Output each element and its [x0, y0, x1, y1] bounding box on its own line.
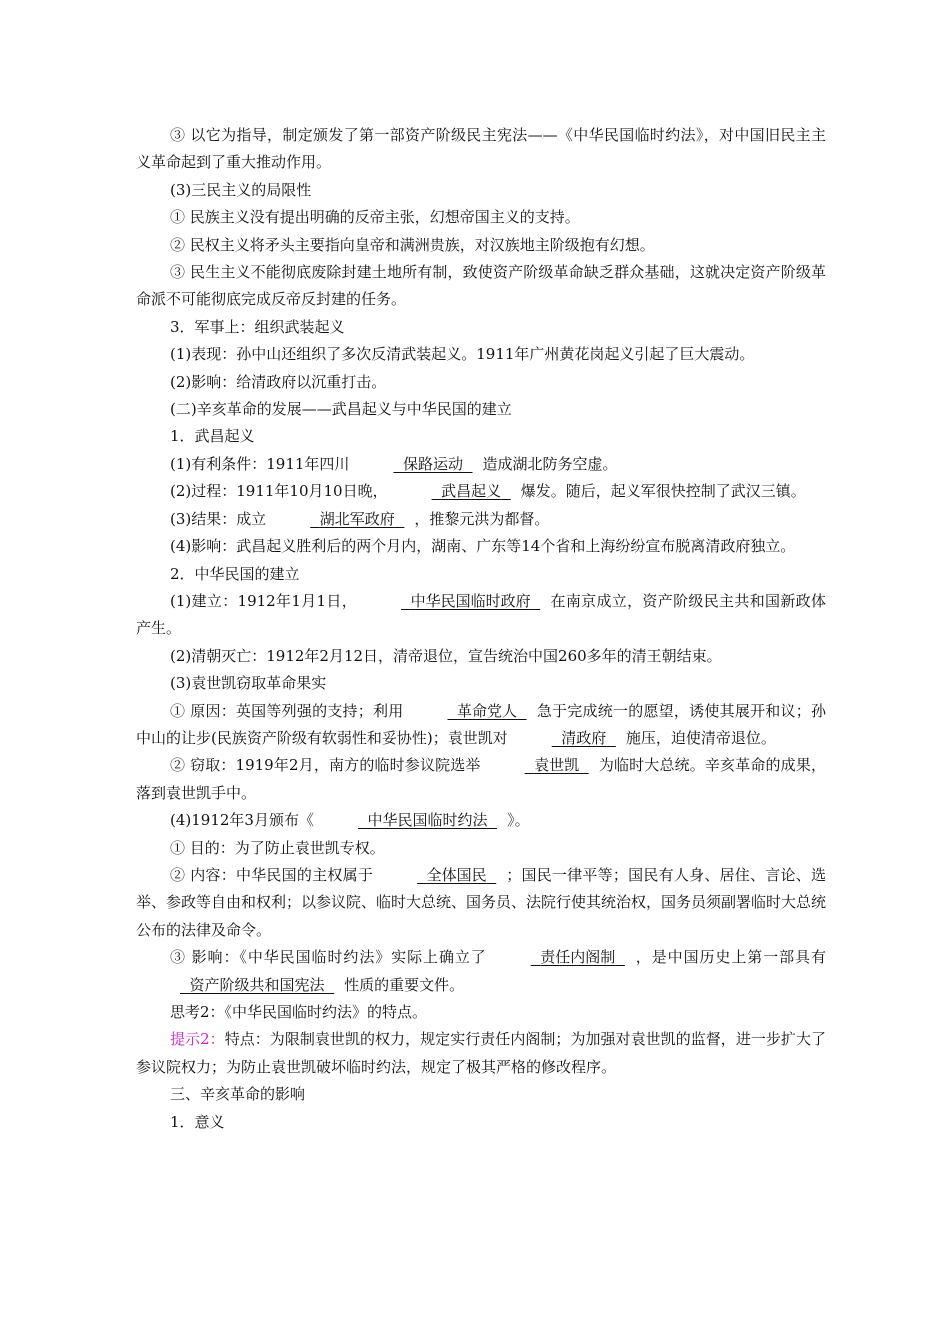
- heading-significance: 1．意义: [170, 1112, 225, 1131]
- fill-blank-answer: 全体国民: [426, 865, 487, 884]
- hint-label: 提示2：: [170, 1030, 225, 1049]
- fill-blank-answer: 资产阶级共和国宪法: [189, 975, 325, 994]
- document-body: [136, 122, 826, 1136]
- heading-wuchang-uprising: 1．武昌起义: [170, 427, 255, 446]
- paragraph-constitution-content: ② 内容：中华民国的主权属于 全体国民 ；国民一律平等；国民有人身、居住、言论、选举、参政等自由和权利；以参议院、临时大总统、国务员、法院行使其统治权，国务员须副署临时大总统公布的法律及命令。: [136, 862, 826, 944]
- fill-blank-answer: 中华民国临时约法: [367, 811, 488, 830]
- paragraph-provisional-constitution: (4)1912年3月颁布《 中华民国临时约法 》。: [136, 807, 826, 834]
- fill-blank-answer: 袁世凯: [534, 756, 580, 775]
- paragraph-uprising-result: (3)结果：成立 湖北军政府 ，推黎元洪为都督。: [136, 506, 826, 533]
- heading-revolution-development: (二)辛亥革命的发展——武昌起义与中华民国的建立: [170, 400, 512, 419]
- paragraph-think-question: 思考2：《中华民国临时约法》的特点。: [170, 1003, 428, 1021]
- paragraph-military-impact: (2)影响：给清政府以沉重打击。: [170, 372, 387, 391]
- paragraph-usurpation-process: ② 窃取：1919年2月，南方的临时参议院选举 袁世凯 为临时大总统。辛亥革命的成果，落到袁世凯手中。: [136, 752, 826, 807]
- heading-roc-founding: 2．中华民国的建立: [170, 564, 300, 583]
- paragraph-qing-fall: (2)清朝灭亡：1912年2月12日，清帝退位，宣告统治中国260多年的清王朝结束。: [170, 646, 722, 665]
- heading-three-principles-limits: (3)三民主义的局限性: [170, 180, 312, 199]
- fill-blank-answer: 中华民国临时政府: [410, 591, 531, 610]
- fill-blank-answer: 武昌起义: [441, 482, 502, 501]
- paragraph-livelihood-limit: ③ 民生主义不能彻底废除封建土地所有制，致使资产阶级革命缺乏群众基础，这就决定资产阶级革命派不可能彻底完成反帝反封建的任务。: [136, 263, 826, 309]
- paragraph-nationalism-limit: ① 民族主义没有提出明确的反帝主张，幻想帝国主义的支持。: [170, 208, 580, 227]
- paragraph-constitution-purpose: ① 目的：为了防止袁世凯专权。: [170, 838, 385, 857]
- fill-blank-answer: 责任内阁制: [540, 948, 616, 967]
- fill-blank-answer: 湖北军政府: [319, 509, 395, 528]
- paragraph-constitution-influence: ③ 影响：《中华民国临时约法》实际上确立了 责任内阁制 ，是中国历史上第一部具有资产阶级共和国宪法 性质的重要文件。: [136, 944, 826, 999]
- paragraph-hint: 提示2：特点：为限制袁世凯的权力，规定实行责任内阁制；为加强对袁世凯的监督，进一步扩大了参议院权力；为防止袁世凯破坏临时约法，规定了极其严格的修改程序。: [136, 1030, 826, 1076]
- heading-yuan-usurpation: (3)袁世凯窃取革命果实: [170, 674, 327, 693]
- paragraph-uprising-process: (2)过程：1911年10月10日晚， 武昌起义 爆发。随后，起义军很快控制了武汉三镇。: [136, 478, 826, 505]
- heading-revolution-influence: 三、辛亥革命的影响: [170, 1085, 306, 1104]
- fill-blank-answer: 革命党人: [457, 701, 518, 720]
- paragraph-uprising-impact: (4)影响：武昌起义胜利后的两个月内，湖南、广东等14个省和上海纷纷宣布脱离清政府独立。: [170, 537, 796, 556]
- paragraph-usurpation-causes: ① 原因：英国等列强的支持；利用 革命党人 急于完成统一的愿望，诱使其展开和议；孙中山的让步(民族资产阶级有软弱性和妥协性)；袁世凯对 清政府 施压，迫使清帝退位。: [136, 698, 826, 753]
- paragraph-constitution-impact: ③ 以它为指导，制定颁发了第一部资产阶级民主宪法——《中华民国临时约法》，对中国旧民主主义革命起到了重大推动作用。: [136, 126, 826, 172]
- fill-blank-answer: 保路运动: [402, 454, 463, 473]
- heading-military: 3．军事上：组织武装起义: [170, 317, 345, 336]
- paragraph-democracy-limit: ② 民权主义将矛头主要指向皇帝和满洲贵族，对汉族地主阶级抱有幻想。: [170, 235, 655, 254]
- fill-blank-answer: 清政府: [561, 728, 607, 747]
- paragraph-favorable-conditions: (1)有利条件：1911年四川 保路运动 造成湖北防务空虚。: [136, 451, 826, 478]
- paragraph-military-performance: (1)表现：孙中山还组织了多次反清武装起义。1911年广州黄花岗起义引起了巨大震动。: [170, 345, 755, 364]
- paragraph-roc-establishment: (1)建立：1912年1月1日， 中华民国临时政府 在南京成立，资产阶级民主共和国新政体产生。: [136, 588, 826, 643]
